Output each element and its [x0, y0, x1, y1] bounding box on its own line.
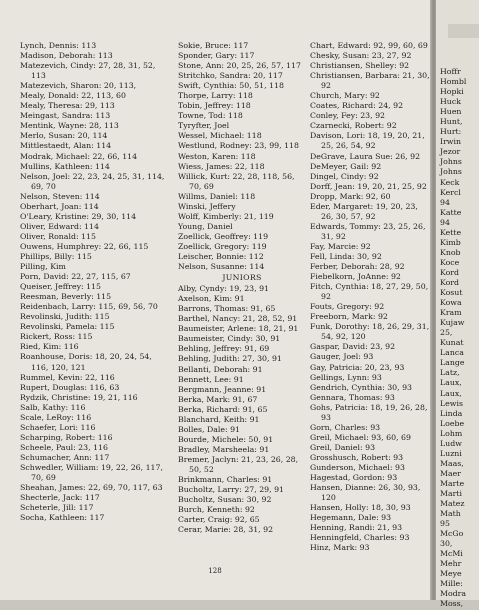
index-entry: Marte	[440, 478, 465, 488]
index-entry: Winski, Jeffery	[178, 201, 236, 211]
index-entry: Rupert, Douglas: 116, 63	[20, 382, 120, 392]
index-entry: Rickert, Ross: 115	[20, 332, 93, 342]
index-entry: Shecterle, Jack: 117	[20, 493, 100, 503]
index-entry: Queiser, Jeffrey: 115	[20, 282, 101, 292]
index-entry: Funk, Dorothy: 18, 26, 29, 31, 54, 92, 120	[310, 322, 430, 342]
index-entry: Socha, Kathleen: 117	[20, 513, 105, 523]
index-entry: Maas,	[440, 458, 464, 468]
index-entry: Towne, Tod: 118	[178, 111, 243, 121]
index-entry: Marti	[440, 488, 462, 498]
index-entry: Baumeister, Arlene: 18, 21, 91	[178, 324, 299, 334]
index-entry: Gay, Patricia: 20, 23, 93	[310, 362, 405, 372]
index-entry: Gendrich, Cynthia: 30, 93	[310, 382, 413, 392]
index-entry: Ouwens, Humphrey: 22, 66, 115	[20, 241, 149, 251]
index-entry: Zoellick, Gregory: 119	[178, 241, 267, 251]
index-column-3	[310, 41, 430, 553]
index-entry: Ludw	[440, 438, 462, 448]
index-entry: Axelson, Kim: 91	[178, 294, 245, 304]
index-entry: Tyryfter, Joel	[178, 121, 230, 131]
index-entry: Gaspar, David: 23, 92	[310, 342, 396, 352]
index-entry: Kimb	[440, 237, 461, 247]
index-entry: 94	[440, 217, 450, 227]
index-entry: Irwin	[440, 137, 461, 147]
index-entry: Alby, Cyndy: 19, 23, 91	[178, 284, 270, 294]
index-entry: McMi	[440, 549, 463, 559]
index-entry: Bolles, Dale: 91	[178, 424, 241, 434]
index-entry: Berka, Mark: 91, 67	[178, 394, 258, 404]
index-entry: Mealy, Theresa: 29, 113	[20, 101, 115, 111]
index-entry: Salb, Kathy: 116	[20, 402, 86, 412]
index-entry: Chart, Edward: 92, 99, 60, 69	[310, 41, 428, 50]
index-entry: Zoellick, Geoffrey: 119	[178, 231, 269, 241]
index-entry: Modra	[440, 589, 467, 599]
index-entry: Merlo, Susan: 20, 114	[20, 131, 108, 141]
index-entry: Czarnecki, Robert: 92	[310, 121, 397, 131]
index-entry: Mehr	[440, 559, 462, 569]
index-entry: Lynch, Dennis: 113	[20, 41, 97, 50]
index-entry: Thorpe, Larry: 118	[178, 91, 253, 101]
index-entry: Huen	[440, 107, 462, 117]
index-entry: Matezevich, Cindy: 27, 28, 31, 52, 113	[20, 61, 156, 81]
index-entry: Edwards, Tommy: 23, 25, 26, 31, 92	[310, 221, 426, 241]
index-entry: Matez	[440, 499, 465, 509]
index-entry: Hopki	[440, 87, 464, 97]
index-entry: Cerar, Marie: 28, 31, 92	[178, 525, 274, 535]
index-column-2	[178, 41, 306, 535]
index-entry: Roanhouse, Doris: 18, 20, 24, 54, 116, 120, 121	[20, 352, 152, 372]
index-entry: Bradley, Marsheela: 91	[178, 444, 270, 454]
index-entry: Schaefer, Lori: 116	[20, 422, 96, 432]
index-entry: Weston, Karen: 118	[178, 151, 256, 161]
index-entry: Freeborn, Mark: 92	[310, 312, 388, 322]
index-entry: Greil, Daniel: 93	[310, 442, 376, 452]
index-entry: Leischer, Bonnie: 112	[178, 251, 264, 261]
index-entry: Nelson, Steven: 114	[20, 191, 100, 201]
index-entry: Modrak, Michael: 22, 66, 114	[20, 151, 138, 161]
index-entry: Blanchard, Keith: 91	[178, 414, 260, 424]
index-entry: Dingel, Cindy: 92	[310, 171, 379, 181]
index-entry: Mentink, Wayne: 28, 113	[20, 121, 119, 131]
index-entry: Tobin, Jeffrey: 118	[178, 101, 251, 111]
index-entry: Bremer, Jaclyn: 21, 23, 26, 28, 50, 52	[178, 454, 299, 474]
index-entry: Kujaw	[440, 318, 465, 328]
index-entry: Kord	[440, 277, 460, 287]
index-entry: O'Leary, Kristine: 29, 30, 114	[20, 211, 137, 221]
index-entry: 25,	[440, 328, 453, 338]
index-entry: Willick, Kurt: 22, 28, 118, 56, 70, 69	[178, 171, 295, 191]
index-entry: Lohm	[440, 428, 463, 438]
index-entry: Keck	[440, 177, 460, 187]
index-entry: Hansen, Holly: 18, 30, 93	[310, 503, 411, 513]
index-entry: Dorff, Jean: 19, 20, 21, 25, 92	[310, 181, 427, 191]
index-entry: Barthel, Nancy: 21, 28, 52, 91	[178, 314, 298, 324]
index-entry: 30,	[440, 539, 453, 549]
index-entry: Conley, Fey: 23, 92	[310, 111, 386, 121]
index-entry: Willms, Daniel: 118	[178, 191, 256, 201]
index-entry: Bucholtz, Susan: 30, 92	[178, 495, 272, 505]
index-column-4	[440, 67, 479, 610]
index-entry: Meye	[440, 569, 462, 579]
index-entry: Hombl	[440, 77, 467, 87]
index-entry: Gauger, Joel: 93	[310, 352, 374, 362]
index-entry: Sokie, Bruce: 117	[178, 41, 249, 50]
index-entry: Pilling, Kim	[20, 262, 66, 272]
index-entry: Fouts, Gregory: 92	[310, 302, 385, 312]
index-entry: Gorn, Charles: 93	[310, 422, 381, 432]
index-entry: Lanca	[440, 348, 464, 358]
index-entry: 94	[440, 197, 450, 207]
index-entry: Moss,	[440, 599, 464, 609]
index-entry: Kosut	[440, 288, 463, 298]
index-entry: Fell, Linda: 30, 92	[310, 251, 382, 261]
index-entry: Sponder, Gary: 117	[178, 51, 255, 61]
index-entry: Mille:	[440, 579, 463, 589]
index-entry: Eder, Margaret: 19, 20, 23, 26, 30, 57, 92	[310, 201, 418, 221]
index-entry: Johns	[440, 157, 462, 167]
index-entry: Kord	[440, 267, 460, 277]
index-entry: Scheele, Paul: 23, 116	[20, 442, 108, 452]
index-entry: Brinkmann, Charles: 91	[178, 475, 273, 485]
index-entry: Kowa	[440, 298, 462, 308]
index-entry: Henning, Randi: 21, 93	[310, 523, 403, 533]
index-entry: Behling, Jeffrey: 91, 69	[178, 344, 270, 354]
index-entry: Church, Mary: 92	[310, 91, 380, 101]
index-entry: Meingast, Sandra: 113	[20, 111, 111, 121]
index-entry: Revolinski, Judith: 115	[20, 312, 110, 322]
index-column-1	[20, 41, 168, 523]
index-entry: McGo	[440, 529, 464, 539]
index-entry: Dropp, Mark: 92, 60	[310, 191, 391, 201]
index-entry: Kette	[440, 227, 462, 237]
index-entry: Lewis	[440, 398, 463, 408]
index-entry: Wessel, Michael: 118	[178, 131, 262, 141]
index-entry: Coates, Richard: 24, 92	[310, 101, 404, 111]
index-entry: Hoffr	[440, 67, 461, 76]
index-entry: Porn, David: 22, 27, 115, 67	[20, 272, 131, 282]
index-entry: Knob	[440, 247, 461, 257]
index-entry: Stone, Ann: 20, 25, 26, 57, 117	[178, 61, 301, 71]
index-entry: Scharping, Robert: 116	[20, 432, 113, 442]
index-entry: Grosshusch, Robert: 93	[310, 452, 404, 462]
index-entry: Barrons, Thomas: 91, 65	[178, 304, 276, 314]
index-entry: Greil, Michael: 93, 60, 69	[310, 432, 411, 442]
index-entry: Reesman, Beverly: 115	[20, 292, 112, 302]
index-entry: Oliver, Ronald: 115	[20, 231, 96, 241]
index-entry: Gunderson, Michael: 93	[310, 462, 405, 472]
index-entry: Ried, Kim: 116	[20, 342, 79, 352]
index-entry: Carter, Craig: 92, 65	[178, 515, 260, 525]
index-entry: Revolinski, Pamela: 115	[20, 322, 115, 332]
index-entry: DeGrave, Laura Sue: 26, 92	[310, 151, 421, 161]
index-entry: Nelson, Joel: 22, 23, 24, 25, 31, 114, 69, 70	[20, 171, 165, 191]
index-entry: Baumeister, Cindy: 30, 91	[178, 334, 281, 344]
index-entry: Christiansen, Shelley: 92	[310, 61, 410, 71]
index-entry: Kercl	[440, 187, 461, 197]
index-entry: Hagestad, Gordon: 93	[310, 473, 398, 483]
index-entry: Jezor	[440, 147, 461, 157]
index-entry: Huck	[440, 97, 461, 107]
section-heading: JUNIORS	[222, 273, 262, 283]
page-number: 128	[208, 567, 222, 575]
index-entry: Matezevich, Sharon: 20, 113,	[20, 81, 137, 91]
index-entry: Luzni	[440, 448, 462, 458]
index-entry: Chesky, Susan: 23, 27, 92	[310, 51, 412, 61]
index-entry: Fitch, Cynthia: 18, 27, 29, 50, 92	[310, 282, 429, 302]
index-entry: Oliver, Edward: 114	[20, 221, 99, 231]
index-entry: Kunat	[440, 338, 464, 348]
index-entry: Scale, LeRoy: 116	[20, 412, 92, 422]
index-entry: Gellings, Lynn: 93	[310, 372, 382, 382]
index-entry: Math	[440, 509, 461, 519]
index-entry: DeMeyer, Gail: 92	[310, 161, 382, 171]
index-entry: Johns	[440, 167, 462, 177]
index-entry: Bennett, Lee: 91	[178, 374, 244, 384]
index-entry: Sheahan, James: 22, 69, 70, 117, 63	[20, 483, 163, 493]
index-entry: Young, Daniel	[178, 221, 233, 231]
index-entry: Kram	[440, 308, 462, 318]
index-entry: Reidenbach, Larry: 115, 69, 56, 70	[20, 302, 158, 312]
index-entry: Bourde, Michele: 50, 91	[178, 434, 274, 444]
index-entry: Christiansen, Barbara: 21, 30, 92	[310, 71, 430, 91]
index-entry: Hegemann, Dale: 93	[310, 513, 392, 523]
index-entry: Gennara, Thomas: 93	[310, 392, 395, 402]
index-entry: Schwedler, William: 19, 22, 26, 117, 70, 69	[20, 462, 163, 483]
index-entry: Nelson, Susanne: 114	[178, 262, 265, 272]
index-entry: Fay, Marcie: 92	[310, 241, 371, 251]
index-entry: Lange	[440, 358, 465, 368]
index-entry: Laux,	[440, 388, 462, 398]
index-entry: Koce	[440, 257, 460, 267]
index-entry: Madison, Deborah: 113	[20, 51, 113, 61]
index-entry: Scheterle, Jill: 117	[20, 503, 94, 513]
index-entry: Hinz, Mark: 93	[310, 543, 370, 553]
index-entry: Wiess, James: 22, 118	[178, 161, 265, 171]
index-entry: Latz,	[440, 368, 460, 378]
index-entry: Ferber, Deborah: 28, 92	[310, 262, 405, 272]
index-entry: Mullins, Kathleen: 114	[20, 161, 110, 171]
index-entry: Bucholtz, Larry: 27, 29, 91	[178, 485, 284, 495]
index-entry: Berka, Richard: 91, 65	[178, 404, 268, 414]
index-entry: Maer	[440, 468, 461, 478]
index-entry: Hunt,	[440, 117, 463, 127]
index-entry: Gohs, Patricia: 18, 19, 26, 28, 93	[310, 402, 428, 422]
index-entry: Oberhart, Joan: 114	[20, 201, 99, 211]
index-entry: Katte	[440, 207, 462, 217]
index-entry: Behling, Judith: 27, 30, 91	[178, 354, 282, 364]
index-entry: Linda	[440, 408, 463, 418]
index-entry: Schumacher, Ann: 117	[20, 452, 110, 462]
index-entry: Wolff, Kimberly: 21, 119	[178, 211, 274, 221]
index-entry: Mittlestaedt, Alan: 114	[20, 141, 112, 151]
index-entry: Bellanti, Deborah: 91	[178, 364, 263, 374]
index-entry: Rydzik, Christine: 19, 21, 116	[20, 392, 138, 402]
index-entry: Burch, Kenneth: 92	[178, 505, 255, 515]
index-entry: Westlund, Rodney: 23, 99, 118	[178, 141, 299, 151]
index-entry: Phillips, Billy: 115	[20, 251, 92, 261]
index-entry: Hansen, Dianne: 26, 30, 93, 120	[310, 483, 421, 503]
index-entry: Rummel, Kevin: 22, 116	[20, 372, 115, 382]
index-entry: Stritchko, Sandra: 20, 117	[178, 71, 283, 81]
index-entry: Davison, Lori: 18, 19, 20, 21, 25, 26, 54, 92	[310, 131, 425, 151]
index-entry: Loebe	[440, 418, 465, 428]
index-entry: Bergmann, Jeanne: 91	[178, 384, 267, 394]
index-entry: Hurt:	[440, 127, 462, 137]
page-tab	[448, 24, 479, 38]
index-entry: 95	[440, 519, 450, 529]
index-entry: Swift, Cynthia: 50, 51, 118	[178, 81, 284, 91]
index-entry: Henningfeld, Charles: 93	[310, 533, 410, 543]
index-entry: Laux,	[440, 378, 462, 388]
index-entry: Fiebelkorn, JoAnne: 92	[310, 272, 401, 282]
index-entry: Mealy, Donald: 22, 113, 60	[20, 91, 126, 101]
